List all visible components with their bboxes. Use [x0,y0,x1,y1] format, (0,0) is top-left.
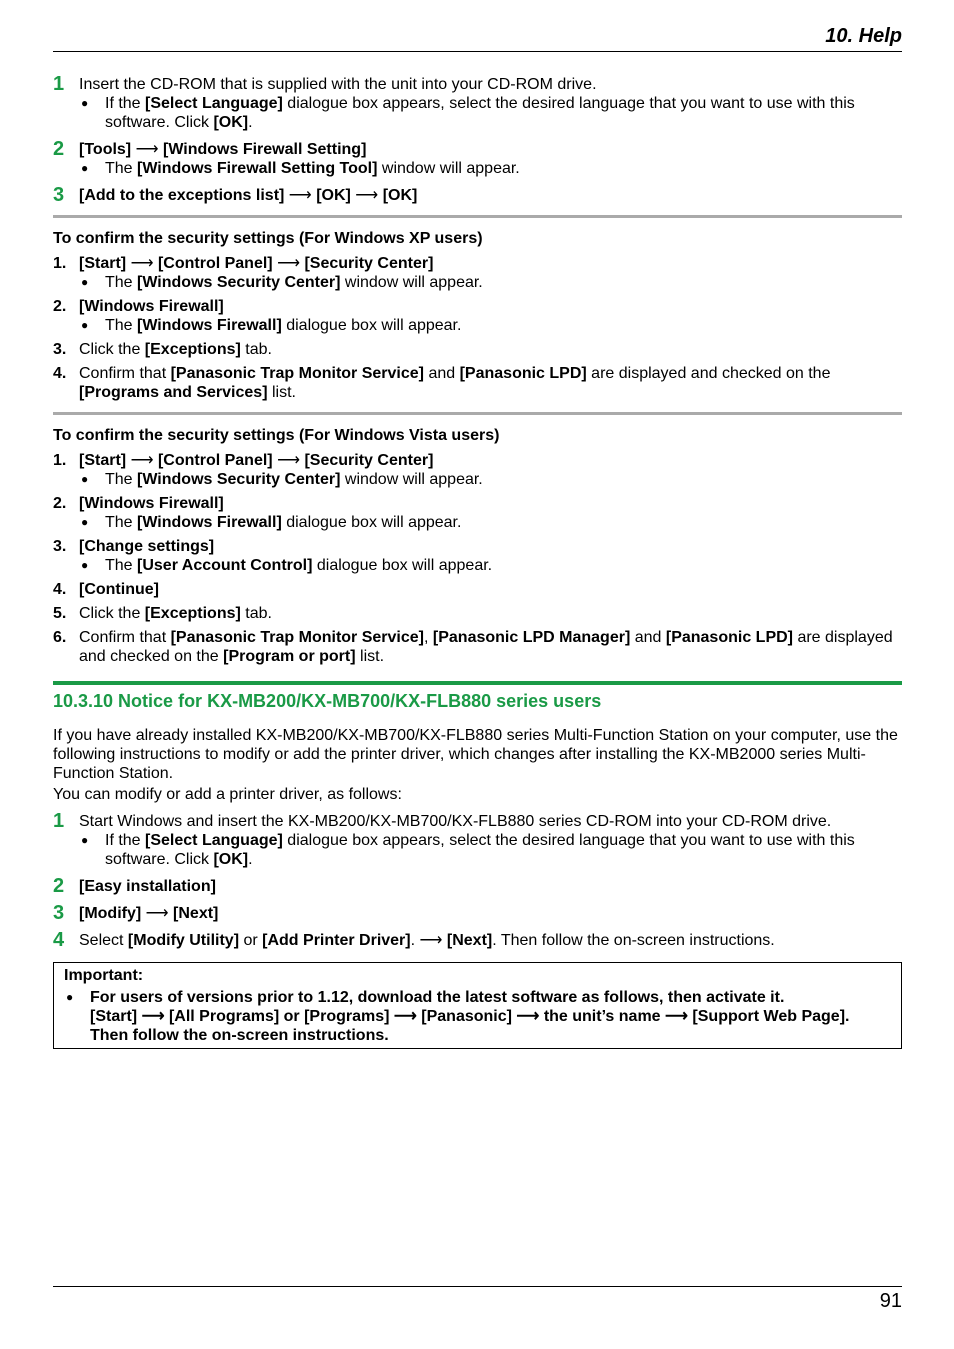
step-1 [53,75,902,132]
text: tab. [240,605,272,622]
xp-section-heading: To confirm the security settings (For Windows XP users) [53,230,483,247]
text: The [105,514,138,531]
ui-term: [Next] [446,932,493,949]
text: . [410,932,420,949]
item-number: 6. [53,629,67,646]
ui-term: [Select Language] [145,832,283,849]
ui-term: [Start] [79,255,127,272]
text: ● For users of versions prior to 1.12, download the latest software as follows, then activate it. [90,989,785,1006]
ui-term: [Panasonic LPD Manager] [432,629,631,646]
vista-item-4 [53,580,902,599]
ui-term: [Control Panel] [157,452,273,469]
ui-term: [Start] [79,452,127,469]
text: tab. [240,341,272,358]
step-number: 4 [53,929,65,951]
step-number: 1 [53,810,65,832]
item-number: 1. [53,452,67,469]
vista-item-6 [53,628,902,666]
bullet-item [53,831,902,869]
text: The [105,274,138,291]
text: Click the [79,605,145,622]
text: list. [355,648,385,665]
text: and [424,365,460,382]
text: dialogue box will appear. [312,557,493,574]
item-number: 1. [53,255,67,272]
ui-term: [Panasonic LPD] [665,629,793,646]
ui-term: [Program or port] [223,648,356,665]
section-heading: 10.3.10 Notice for KX-MB200/KX-MB700/KX-FLB880 series users [53,691,602,711]
item-number: 2. [53,495,67,512]
ui-term: [Panasonic] [421,1008,512,1025]
text: Click the [79,341,145,358]
item-number: 2. [53,298,67,315]
vista-item-3 [53,537,902,575]
ui-term: [Programs and Services] [79,384,268,401]
ui-term: [Windows Firewall Setting Tool] [137,160,378,177]
page-number: 91 [879,1290,902,1312]
item-number: 5. [53,605,67,622]
ui-term: [Panasonic Trap Monitor Service] [170,365,424,382]
ui-term: [Next] [173,905,219,922]
text: . [248,851,253,868]
arrow-icon: ⟶ [355,187,379,204]
text: . Then follow the on-screen instructions. [492,932,775,949]
arrow-icon: ⟶ [277,452,301,469]
xp-item-3 [53,340,902,359]
ui-term: [Tools] [79,141,132,158]
item-number: 4. [53,365,67,382]
step-number: 3 [53,902,65,924]
item-number: 3. [53,341,67,358]
notice-step-4 [53,931,902,950]
ui-term: [Select Language] [145,95,283,112]
ui-term: [Control Panel] [157,255,273,272]
step-number: 2 [53,875,65,897]
ui-term: [Add Printer Driver] [262,932,411,949]
important-box [53,962,902,1049]
text: If the [105,95,146,112]
arrow-icon: ⟶ [277,255,301,272]
xp-item-2 [53,297,902,335]
text: Select [79,932,128,949]
bullet-item [53,556,902,575]
step-3 [53,186,902,205]
notice-step-2 [53,877,902,896]
ui-term: [Windows Firewall Setting] [162,141,367,158]
chapter-title: 10. Help [825,25,902,47]
step-2 [53,140,902,178]
ui-term: [Windows Firewall] [79,298,224,315]
manual-page [53,0,902,1349]
ui-term: [Panasonic Trap Monitor Service] [170,629,424,646]
arrow-icon: ⟶ [141,1008,165,1025]
ui-term: [Start] [90,1008,138,1025]
ui-term: [OK] [213,114,249,131]
ui-term: [Continue] [79,581,159,598]
ui-term: [Windows Security Center] [137,471,341,488]
vista-item-2 [53,494,902,532]
ui-term: [Exceptions] [144,341,241,358]
text: are displayed and checked on the [79,629,893,665]
bullet-item [53,316,902,335]
text: The [105,471,138,488]
item-number: 4. [53,581,67,598]
ui-term: [OK] [382,187,418,204]
step-number: 1 [53,73,65,95]
text: . [248,114,253,131]
ui-term: [Modify] [79,905,142,922]
text: Confirm that [79,365,171,382]
ui-term: [Windows Firewall] [137,514,282,531]
arrow-icon: ⟶ [145,905,169,922]
arrow-icon: ⟶ [419,932,443,949]
ui-term: [Support Web Page]. [692,1008,850,1025]
text: Confirm that [79,629,171,646]
step-number: 3 [53,184,65,206]
text: If the [105,832,146,849]
ui-term: [Modify Utility] [127,932,240,949]
text: dialogue box will appear. [281,317,462,334]
text: are displayed and checked on the [586,365,831,382]
vista-section-heading: To confirm the security settings (For Windows Vista users) [53,427,500,444]
arrow-icon: ⟶ [135,141,159,158]
text: window will appear. [340,274,483,291]
bullet-item [53,470,902,489]
bullet-item [53,273,902,292]
ui-term: [OK] [213,851,249,868]
text: or [239,932,263,949]
ui-term: [Security Center] [304,452,434,469]
text: list. [267,384,296,401]
step-text: Insert the CD-ROM that is supplied with the unit into your CD-ROM drive. [79,76,597,93]
vista-item-5 [53,604,902,623]
page-content [53,75,902,1049]
ui-term: [Change settings] [79,538,215,555]
ui-term: [Easy installation] [79,878,216,895]
heading-rule [53,681,902,685]
important-bullet [64,988,891,1045]
ui-term: [All Programs] or [Programs] [168,1008,390,1025]
step-text: Start Windows and insert the KX-MB200/KX-MB700/KX-FLB880 series CD-ROM into your CD-ROM drive. [79,813,832,830]
arrow-icon: ⟶ [665,1008,688,1025]
notice-step-1 [53,812,902,869]
ui-term: [OK] [316,187,351,204]
paragraph: You can modify or add a printer driver, as follows: [53,786,402,803]
section-divider [53,215,902,218]
ui-term: [Windows Firewall] [137,317,282,334]
arrow-icon: ⟶ [130,255,154,272]
arrow-icon: ⟶ [130,452,154,469]
ui-term: [Add to the exceptions list] [79,187,285,204]
ui-term: [Windows Firewall] [79,495,224,512]
text: The [105,557,138,574]
ui-term: [Exceptions] [144,605,241,622]
footer-rule [53,1286,902,1287]
header-rule [53,51,902,52]
text: dialogue box will appear. [281,514,462,531]
step-number: 2 [53,138,65,160]
arrow-icon: ⟶ [393,1008,417,1025]
text: The [105,317,138,334]
text: and [630,629,666,646]
text: dialogue box appears, select the desired language that you want to use with this software. Click [105,832,855,868]
text: , [424,629,433,646]
text: the unit’s name [543,1008,661,1025]
text: dialogue box appears, select the desired language that you want to use with this software. Click [105,95,855,131]
ui-term: [Windows Security Center] [137,274,341,291]
vista-item-1 [53,451,902,489]
ui-term: [User Account Control] [137,557,313,574]
section-divider [53,412,902,415]
ui-term: [Security Center] [304,255,434,272]
xp-item-4 [53,364,902,402]
arrow-icon: ⟶ [516,1008,540,1025]
text: window will appear. [340,471,483,488]
text: The [105,160,138,177]
notice-step-3 [53,904,902,923]
paragraph: If you have already installed KX-MB200/KX-MB700/KX-FLB880 series Multi-Function Station on your computer, use the following instructions to modify or add the printer driver, which changes after installing the KX-MB2000 series Multi-Function Station. [53,727,898,782]
text: Then follow the on-screen instructions. [90,1027,389,1044]
ui-term: [Panasonic LPD] [459,365,587,382]
bullet-item [53,513,902,532]
item-number: 3. [53,538,67,555]
xp-item-1 [53,254,902,292]
important-title: Important: [64,967,144,984]
bullet-item [53,94,902,132]
text: window will appear. [377,160,520,177]
bullet-item [53,159,902,178]
arrow-icon: ⟶ [288,187,312,204]
